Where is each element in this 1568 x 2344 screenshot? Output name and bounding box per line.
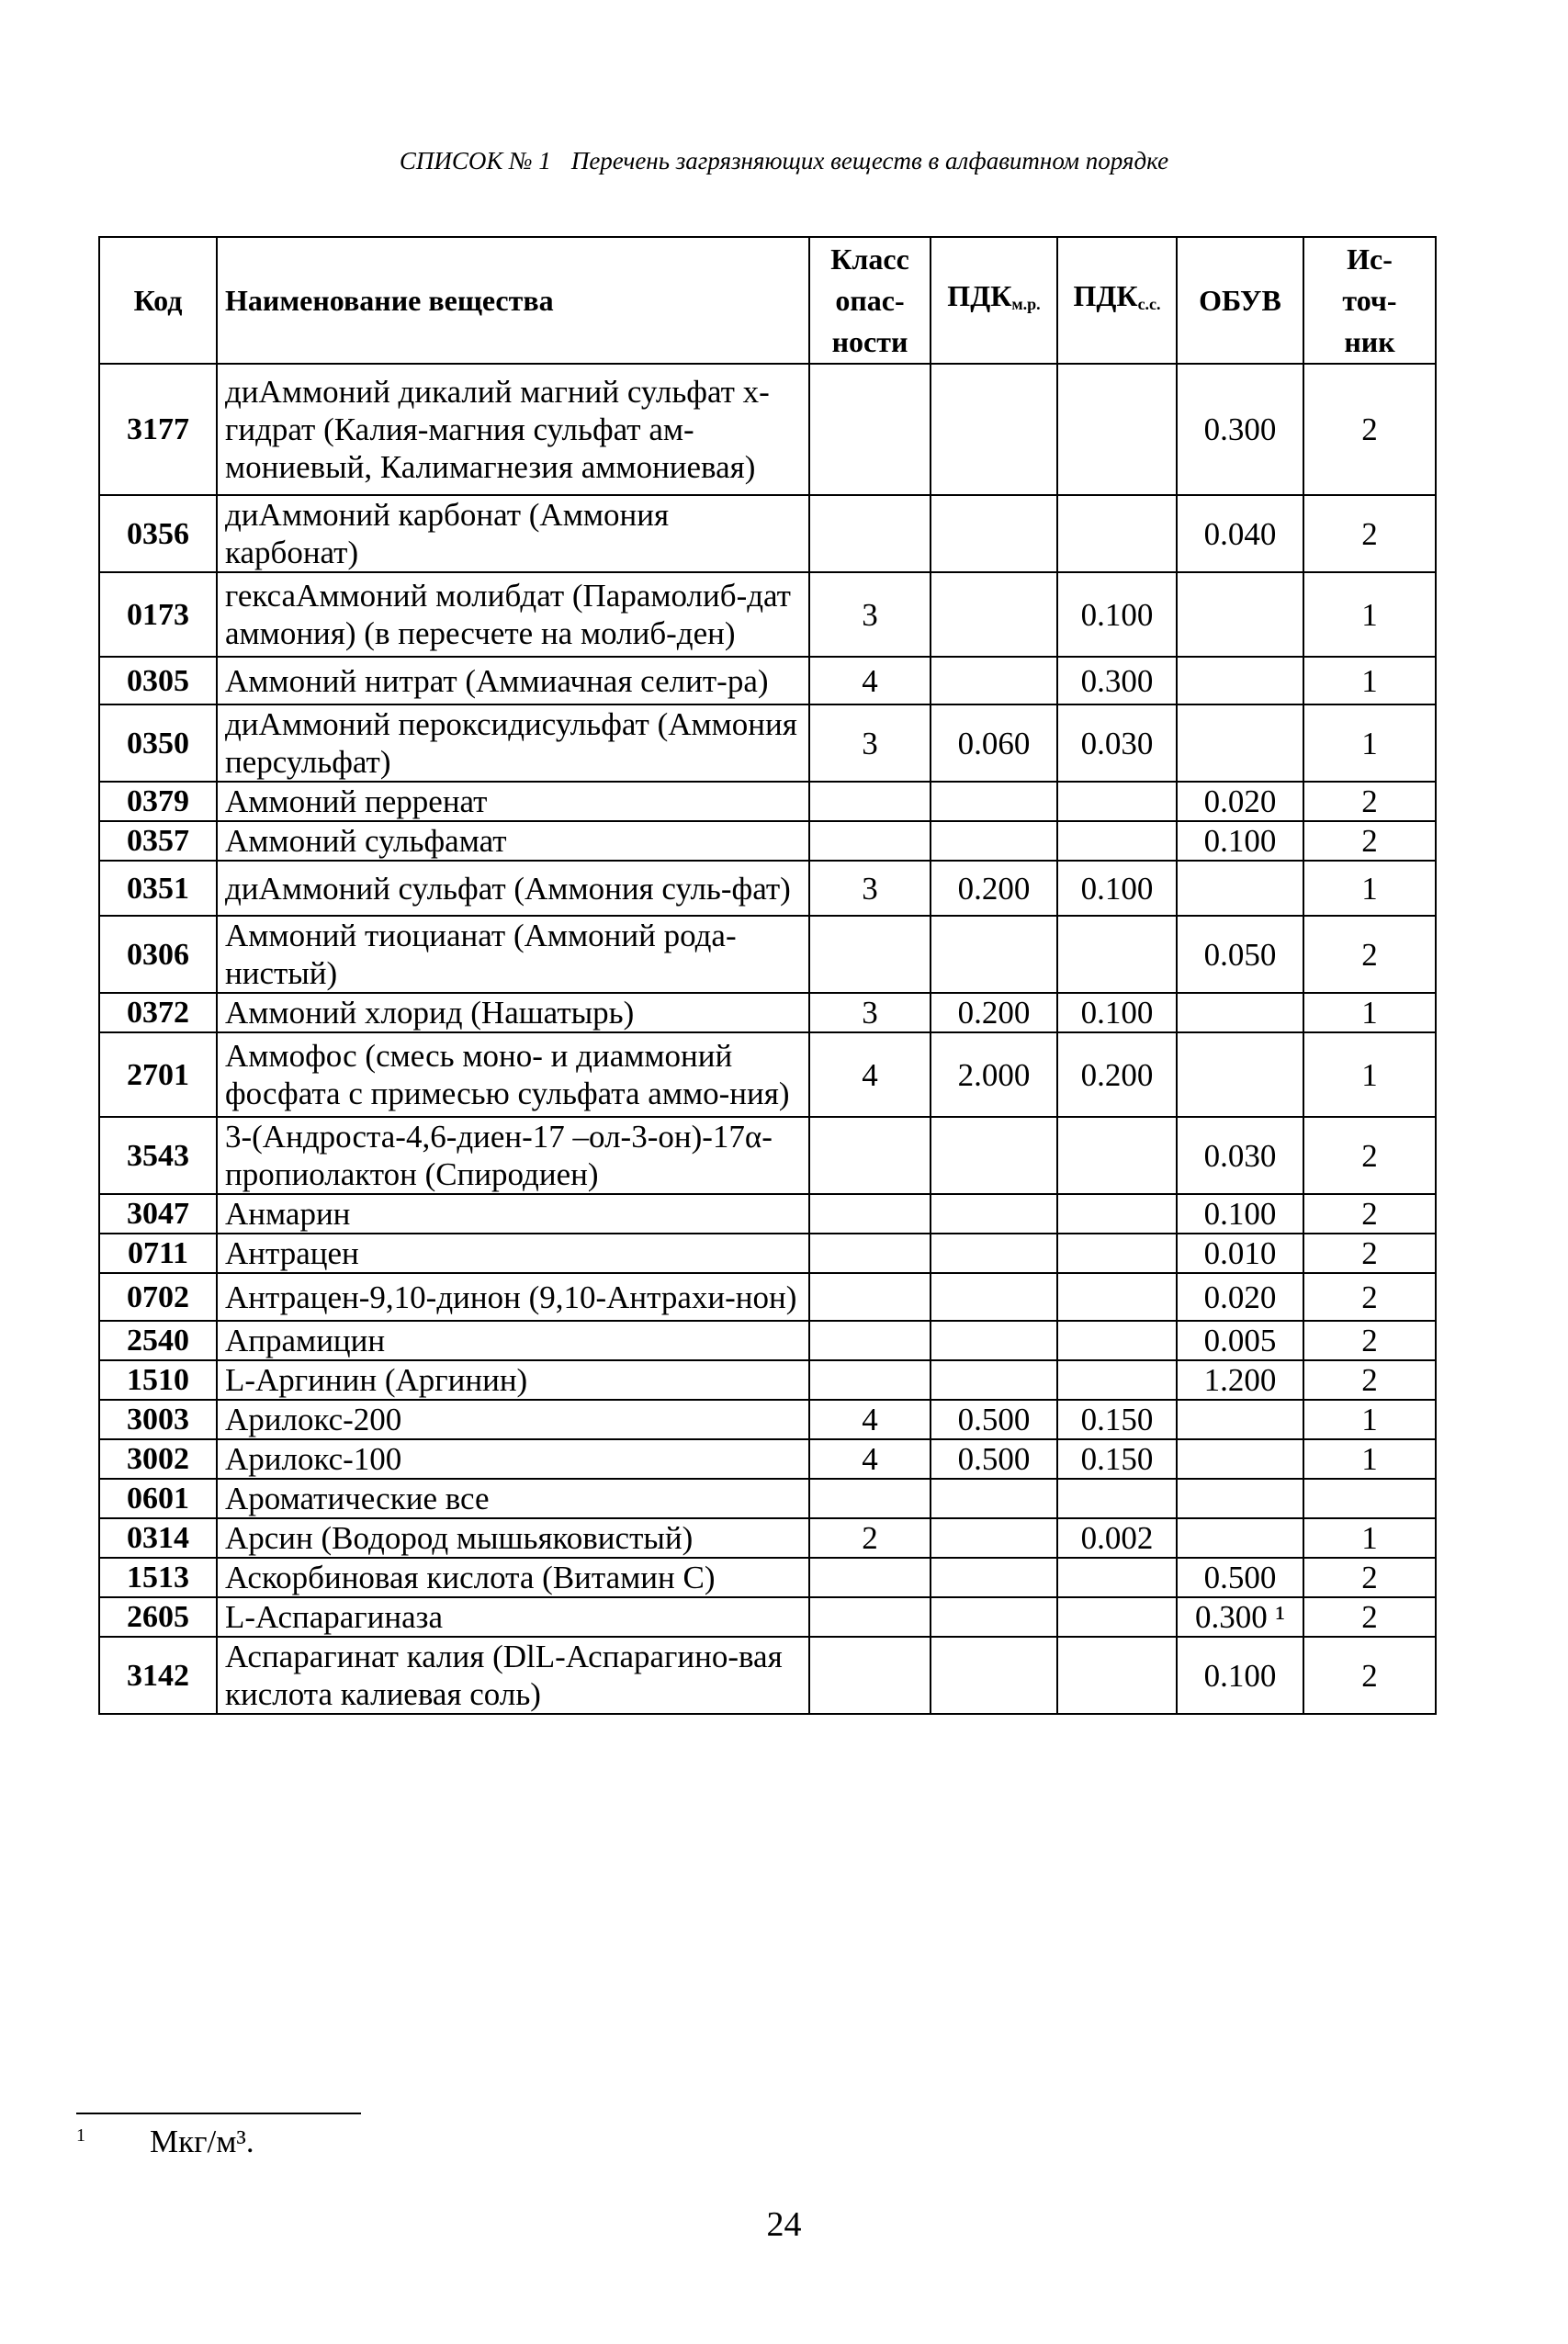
- col-hazard-line: Класс: [830, 242, 909, 276]
- table-cell-source: 1: [1303, 861, 1436, 916]
- table-cell-pdk-mr: 0.060: [931, 704, 1057, 782]
- table-cell-source: 2: [1303, 364, 1436, 495]
- table-cell-hazard: [809, 1194, 931, 1234]
- table-cell-source: 1: [1303, 657, 1436, 704]
- pdk-ss-base: ПДК: [1073, 279, 1138, 312]
- table-row: [99, 861, 1436, 916]
- table-cell-source: 2: [1303, 1273, 1436, 1321]
- table-cell-pdk-mr: 0.500: [931, 1400, 1057, 1439]
- col-source-line: точ-: [1342, 283, 1397, 317]
- table-cell-hazard: [809, 1117, 931, 1194]
- table-cell-obuv: [1177, 861, 1303, 916]
- table-row: [99, 1518, 1436, 1558]
- table-cell-pdk-ss: [1057, 1558, 1177, 1597]
- table-cell-code: 1510: [99, 1360, 217, 1400]
- table-row: [99, 1558, 1436, 1597]
- table-row: [99, 1273, 1436, 1321]
- table-row: [99, 782, 1436, 821]
- footnote-mark: 1: [76, 2125, 85, 2146]
- table-cell-pdk-mr: [931, 1360, 1057, 1400]
- table-row: [99, 495, 1436, 572]
- table-row: [99, 657, 1436, 704]
- table-cell-pdk-ss: [1057, 1597, 1177, 1637]
- pdk-mr-base: ПДК: [947, 279, 1012, 312]
- table-cell-obuv: 0.030: [1177, 1117, 1303, 1194]
- table-cell-obuv: 0.100: [1177, 821, 1303, 861]
- table-row: [99, 1439, 1436, 1479]
- table-cell-pdk-mr: [931, 782, 1057, 821]
- table-row: [99, 993, 1436, 1032]
- table-cell-hazard: [809, 1234, 931, 1273]
- table-cell-source: 2: [1303, 1321, 1436, 1360]
- table-cell-code: 2701: [99, 1032, 217, 1117]
- table-cell-hazard: [809, 1637, 931, 1714]
- table-cell-pdk-ss: 0.200: [1057, 1032, 1177, 1117]
- table-cell-hazard: 4: [809, 657, 931, 704]
- table-cell-name: Аммоний хлорид (Нашатырь): [217, 993, 809, 1032]
- table-cell-source: 1: [1303, 1400, 1436, 1439]
- table-row: [99, 1637, 1436, 1714]
- table-cell-pdk-ss: 0.030: [1057, 704, 1177, 782]
- table-cell-pdk-ss: 0.100: [1057, 993, 1177, 1032]
- table-cell-pdk-ss: [1057, 364, 1177, 495]
- table-row: [99, 1360, 1436, 1400]
- table-cell-code: 2540: [99, 1321, 217, 1360]
- table-cell-obuv: [1177, 572, 1303, 657]
- col-hazard-line: опас-: [835, 283, 905, 317]
- table-cell-obuv: 0.005: [1177, 1321, 1303, 1360]
- table-cell-pdk-ss: [1057, 1273, 1177, 1321]
- table-cell-name: Ароматические все: [217, 1479, 809, 1518]
- table-cell-obuv: 0.020: [1177, 1273, 1303, 1321]
- table-cell-code: 0601: [99, 1479, 217, 1518]
- table-cell-name: Антрацен: [217, 1234, 809, 1273]
- table-cell-pdk-mr: [931, 1273, 1057, 1321]
- table-cell-pdk-ss: [1057, 1360, 1177, 1400]
- table-cell-code: 3003: [99, 1400, 217, 1439]
- table-cell-pdk-mr: 0.500: [931, 1439, 1057, 1479]
- table-cell-hazard: [809, 1558, 931, 1597]
- table-header-row: [99, 237, 1436, 364]
- table-cell-pdk-ss: 0.100: [1057, 861, 1177, 916]
- table-cell-code: 2605: [99, 1597, 217, 1637]
- table-cell-code: 0314: [99, 1518, 217, 1558]
- table-cell-hazard: 3: [809, 861, 931, 916]
- table-cell-pdk-mr: [931, 1637, 1057, 1714]
- table-cell-source: 1: [1303, 704, 1436, 782]
- table-cell-code: 0372: [99, 993, 217, 1032]
- table-cell-source: 2: [1303, 916, 1436, 993]
- col-source-line: ник: [1344, 324, 1395, 358]
- table-cell-pdk-mr: [931, 1117, 1057, 1194]
- table-cell-code: 0173: [99, 572, 217, 657]
- table-cell-hazard: [809, 782, 931, 821]
- substances-table: [98, 236, 1437, 1715]
- table-cell-hazard: [809, 364, 931, 495]
- table-cell-code: 0379: [99, 782, 217, 821]
- table-cell-code: 0356: [99, 495, 217, 572]
- table-cell-hazard: 2: [809, 1518, 931, 1558]
- table-row: [99, 572, 1436, 657]
- table-cell-name: диАммоний пероксидисульфат (Аммония персульфат): [217, 704, 809, 782]
- table-cell-hazard: 4: [809, 1439, 931, 1479]
- table-cell-name: диАммоний карбонат (Аммония карбонат): [217, 495, 809, 572]
- table-cell-pdk-mr: [931, 1518, 1057, 1558]
- table-cell-obuv: [1177, 704, 1303, 782]
- table-cell-name: гексаАммоний молибдат (Парамолиб-дат аммония) (в пересчете на молиб-ден): [217, 572, 809, 657]
- table-cell-name: Анмарин: [217, 1194, 809, 1234]
- table-cell-obuv: 0.050: [1177, 916, 1303, 993]
- table-cell-source: 1: [1303, 1439, 1436, 1479]
- table-row: [99, 1400, 1436, 1439]
- table-cell-pdk-mr: 2.000: [931, 1032, 1057, 1117]
- table-cell-source: 2: [1303, 782, 1436, 821]
- table-cell-source: 2: [1303, 1360, 1436, 1400]
- table-row: [99, 1117, 1436, 1194]
- table-cell-hazard: [809, 1597, 931, 1637]
- table-row: [99, 1032, 1436, 1117]
- table-cell-hazard: [809, 495, 931, 572]
- table-cell-pdk-ss: [1057, 916, 1177, 993]
- footnote: [76, 2124, 254, 2160]
- table-cell-pdk-mr: 0.200: [931, 861, 1057, 916]
- table-cell-name: Аммоний сульфамат: [217, 821, 809, 861]
- list-label: СПИСОК № 1: [399, 147, 551, 175]
- table-row: [99, 916, 1436, 993]
- table-cell-obuv: [1177, 1400, 1303, 1439]
- table-cell-name: Аскорбиновая кислота (Витамин С): [217, 1558, 809, 1597]
- table-cell-name: диАммоний сульфат (Аммония суль-фат): [217, 861, 809, 916]
- table-cell-pdk-mr: [931, 1479, 1057, 1518]
- table-cell-obuv: [1177, 1032, 1303, 1117]
- table-cell-code: 0305: [99, 657, 217, 704]
- pdk-mr-sub: м.р.: [1011, 295, 1041, 313]
- table-row: [99, 1194, 1436, 1234]
- table-cell-pdk-mr: [931, 1321, 1057, 1360]
- table-cell-source: 2: [1303, 1194, 1436, 1234]
- table-cell-obuv: 0.040: [1177, 495, 1303, 572]
- table-row: [99, 1597, 1436, 1637]
- table-cell-name: Арилокс-200: [217, 1400, 809, 1439]
- table-cell-pdk-mr: [931, 1597, 1057, 1637]
- table-cell-obuv: 0.300: [1177, 364, 1303, 495]
- table-cell-pdk-ss: [1057, 1117, 1177, 1194]
- table-cell-source: 1: [1303, 572, 1436, 657]
- footnote-text: Мкг/м³.: [150, 2124, 254, 2159]
- table-cell-hazard: 3: [809, 704, 931, 782]
- table-cell-pdk-ss: [1057, 1194, 1177, 1234]
- table-cell-code: 3543: [99, 1117, 217, 1194]
- page-header: [0, 147, 1568, 175]
- table-cell-name: Аммоний тиоцианат (Аммоний рода-нистый): [217, 916, 809, 993]
- table-cell-code: 3047: [99, 1194, 217, 1234]
- col-code-header: Код: [99, 237, 217, 364]
- table-cell-source: 1: [1303, 1032, 1436, 1117]
- col-hazard-line: ности: [831, 324, 908, 358]
- table-cell-code: 1513: [99, 1558, 217, 1597]
- table-row: [99, 1321, 1436, 1360]
- table-cell-name: Арсин (Водород мышьяковистый): [217, 1518, 809, 1558]
- table-row: [99, 1234, 1436, 1273]
- table-cell-hazard: 4: [809, 1032, 931, 1117]
- table-cell-source: 1: [1303, 993, 1436, 1032]
- table-cell-obuv: [1177, 1439, 1303, 1479]
- table-cell-code: 3002: [99, 1439, 217, 1479]
- table-cell-obuv: [1177, 993, 1303, 1032]
- table-cell-hazard: 4: [809, 1400, 931, 1439]
- table-cell-hazard: 3: [809, 993, 931, 1032]
- table-cell-pdk-mr: 0.200: [931, 993, 1057, 1032]
- table-row: [99, 1479, 1436, 1518]
- table-cell-name: Аммофос (смесь моно- и диаммоний фосфата с примесью сульфата аммо-ния): [217, 1032, 809, 1117]
- table-cell-pdk-mr: [931, 657, 1057, 704]
- table-cell-obuv: 0.020: [1177, 782, 1303, 821]
- table-cell-name: Антрацен-9,10-динон (9,10-Антрахи-нон): [217, 1273, 809, 1321]
- col-pdk-ss-header: [1057, 237, 1177, 364]
- table-cell-hazard: 3: [809, 572, 931, 657]
- table-cell-code: 3177: [99, 364, 217, 495]
- table-cell-pdk-ss: [1057, 495, 1177, 572]
- table-cell-pdk-mr: [931, 1194, 1057, 1234]
- table-row: [99, 704, 1436, 782]
- table-cell-source: 2: [1303, 1117, 1436, 1194]
- table-cell-pdk-ss: 0.100: [1057, 572, 1177, 657]
- table-cell-pdk-mr: [931, 1234, 1057, 1273]
- col-obuv-header: ОБУВ: [1177, 237, 1303, 364]
- table-cell-pdk-ss: [1057, 821, 1177, 861]
- table-cell-obuv: 0.010: [1177, 1234, 1303, 1273]
- table-cell-obuv: [1177, 1479, 1303, 1518]
- table-cell-pdk-ss: [1057, 1637, 1177, 1714]
- table-cell-name: 3-(Андроста-4,6-диен-17 –ол-3-он)-17α-пропиолактон (Спиродиен): [217, 1117, 809, 1194]
- col-name-header: Наименование вещества: [217, 237, 809, 364]
- table-cell-source: 2: [1303, 821, 1436, 861]
- table-cell-pdk-ss: [1057, 1479, 1177, 1518]
- list-title: Перечень загрязняющих веществ в алфавитном порядке: [570, 147, 1169, 175]
- table-cell-pdk-ss: 0.150: [1057, 1439, 1177, 1479]
- table-cell-pdk-ss: 0.150: [1057, 1400, 1177, 1439]
- table-cell-code: 0702: [99, 1273, 217, 1321]
- table-cell-name: Аммоний нитрат (Аммиачная селит-ра): [217, 657, 809, 704]
- table-cell-obuv: 0.300 ¹: [1177, 1597, 1303, 1637]
- table-cell-obuv: 0.500: [1177, 1558, 1303, 1597]
- table-cell-code: 3142: [99, 1637, 217, 1714]
- table-cell-pdk-ss: [1057, 782, 1177, 821]
- table-cell-code: 0306: [99, 916, 217, 993]
- table-cell-source: 2: [1303, 1597, 1436, 1637]
- pdk-ss-sub: с.с.: [1137, 295, 1161, 313]
- table-cell-pdk-mr: [931, 364, 1057, 495]
- table-row: [99, 821, 1436, 861]
- table-cell-obuv: 0.100: [1177, 1637, 1303, 1714]
- table-cell-obuv: 1.200: [1177, 1360, 1303, 1400]
- table-cell-name: Аспарагинат калия (DlL-Аспарагино-вая кислота калиевая соль): [217, 1637, 809, 1714]
- table-cell-name: Арилокс-100: [217, 1439, 809, 1479]
- table-cell-hazard: [809, 1321, 931, 1360]
- table-cell-pdk-mr: [931, 495, 1057, 572]
- table-cell-source: 2: [1303, 1558, 1436, 1597]
- col-source-header: [1303, 237, 1436, 364]
- table-cell-source: 2: [1303, 495, 1436, 572]
- page-number: 24: [766, 2205, 802, 2244]
- table-cell-source: [1303, 1479, 1436, 1518]
- table-cell-pdk-ss: [1057, 1321, 1177, 1360]
- table-cell-pdk-mr: [931, 1558, 1057, 1597]
- table-row: [99, 364, 1436, 495]
- table-body: [99, 364, 1436, 1714]
- table-cell-pdk-mr: [931, 572, 1057, 657]
- table-cell-code: 0350: [99, 704, 217, 782]
- table-cell-pdk-ss: 0.002: [1057, 1518, 1177, 1558]
- table-cell-hazard: [809, 1360, 931, 1400]
- table-cell-obuv: [1177, 1518, 1303, 1558]
- table-cell-obuv: 0.100: [1177, 1194, 1303, 1234]
- table-cell-hazard: [809, 1479, 931, 1518]
- table-cell-code: 0351: [99, 861, 217, 916]
- table-cell-pdk-mr: [931, 916, 1057, 993]
- table-cell-name: L-Аргинин (Аргинин): [217, 1360, 809, 1400]
- table-cell-source: 2: [1303, 1234, 1436, 1273]
- table-cell-pdk-mr: [931, 821, 1057, 861]
- table-cell-source: 2: [1303, 1637, 1436, 1714]
- table-cell-code: 0357: [99, 821, 217, 861]
- table-cell-hazard: [809, 1273, 931, 1321]
- footnote-rule: [76, 2113, 361, 2114]
- table-cell-name: диАммоний дикалий магний сульфат х-гидрат (Калия-магния сульфат ам-мониевый, Калимагнезия аммониевая): [217, 364, 809, 495]
- table-cell-name: L-Аспарагиназа: [217, 1597, 809, 1637]
- table-cell-pdk-ss: 0.300: [1057, 657, 1177, 704]
- table-cell-code: 0711: [99, 1234, 217, 1273]
- col-pdk-mr-header: [931, 237, 1057, 364]
- table-cell-name: Аммоний перренат: [217, 782, 809, 821]
- table-cell-hazard: [809, 916, 931, 993]
- table-cell-pdk-ss: [1057, 1234, 1177, 1273]
- table-cell-hazard: [809, 821, 931, 861]
- table-cell-name: Апрамицин: [217, 1321, 809, 1360]
- col-hazard-header: [809, 237, 931, 364]
- table-cell-source: 1: [1303, 1518, 1436, 1558]
- col-source-line: Ис-: [1347, 242, 1393, 276]
- table-cell-obuv: [1177, 657, 1303, 704]
